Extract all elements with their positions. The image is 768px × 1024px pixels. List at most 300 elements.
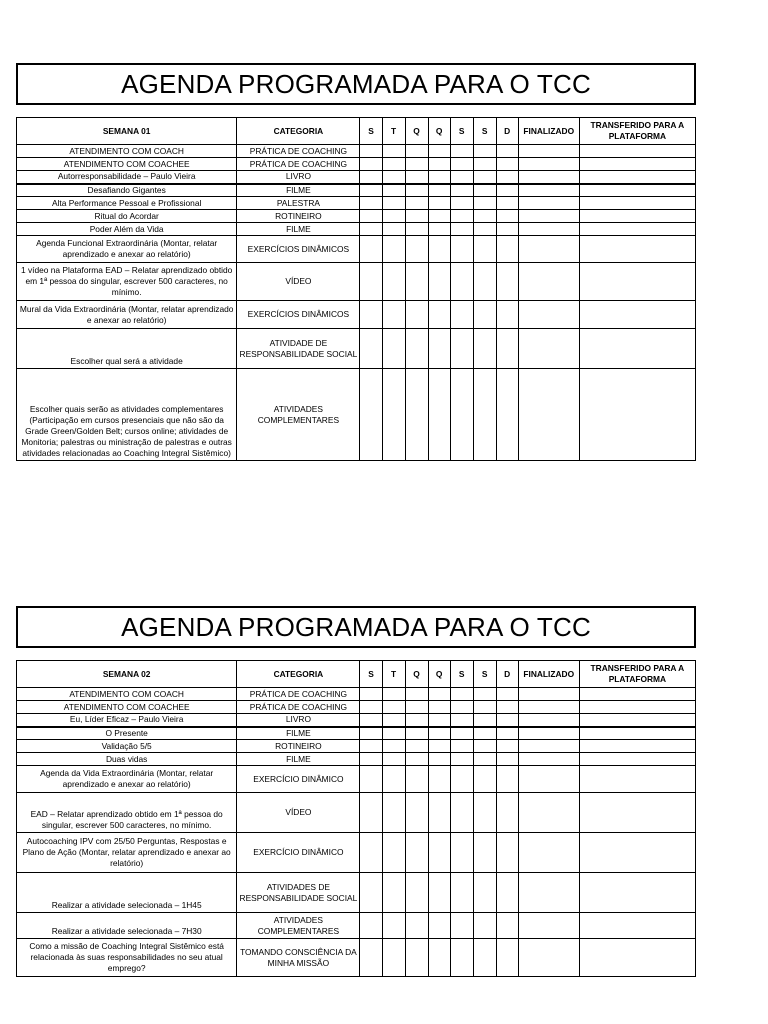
day-cell[interactable] — [428, 197, 450, 210]
day-cell[interactable] — [428, 369, 450, 461]
activity-cell: Autocoaching IPV com 25/50 Perguntas, Respostas e Plano de Ação (Montar, relatar aprendizado e anexar ao relatório) — [17, 833, 237, 873]
day-cell[interactable] — [428, 753, 450, 766]
day-cell[interactable] — [473, 740, 496, 753]
day-header: D — [496, 661, 518, 688]
day-cell[interactable] — [382, 913, 405, 939]
finalized-header: FINALIZADO — [518, 661, 579, 688]
category-cell: VÍDEO — [237, 793, 360, 833]
day-header: S — [450, 118, 473, 145]
day-cell[interactable] — [360, 145, 382, 158]
day-cell[interactable] — [382, 688, 405, 701]
category-cell: ATIVIDADES COMPLEMENTARES — [237, 913, 360, 939]
day-cell[interactable] — [428, 727, 450, 740]
finalized-cell[interactable] — [518, 369, 579, 461]
table-row — [17, 740, 696, 753]
day-cell[interactable] — [405, 753, 428, 766]
day-cell[interactable] — [360, 939, 382, 977]
activity-cell: Escolher quais serão as atividades complementares (Participação em cursos presenciais que não são da Grade Green/Golden Belt; cursos online; atividades de Monitoria; palestras ou ministração de palestras e outras atividades relacionadas ao Coaching Integral Sistêmico) — [17, 369, 237, 461]
day-cell[interactable] — [496, 329, 518, 369]
day-cell[interactable] — [360, 301, 382, 329]
activity-cell: Escolher qual será a atividade — [17, 329, 237, 369]
transferred-cell[interactable] — [579, 766, 695, 793]
day-cell[interactable] — [382, 210, 405, 223]
day-cell[interactable] — [496, 197, 518, 210]
day-cell[interactable] — [473, 223, 496, 236]
day-cell[interactable] — [450, 210, 473, 223]
category-cell: LIVRO — [237, 714, 360, 727]
activity-cell: 1 vídeo na Plataforma EAD – Relatar aprendizado obtido em 1ª pessoa do singular, escrever 500 caracteres, no mínimo. — [17, 263, 237, 301]
day-cell[interactable] — [450, 793, 473, 833]
day-cell[interactable] — [450, 688, 473, 701]
day-cell[interactable] — [428, 301, 450, 329]
day-cell[interactable] — [360, 873, 382, 913]
day-header: S — [473, 661, 496, 688]
day-cell[interactable] — [382, 727, 405, 740]
day-cell[interactable] — [428, 793, 450, 833]
day-cell[interactable] — [450, 753, 473, 766]
agenda-week-01 — [16, 63, 696, 463]
transferred-cell[interactable] — [579, 197, 695, 210]
day-cell[interactable] — [496, 236, 518, 263]
day-cell[interactable] — [428, 714, 450, 727]
table-row — [17, 145, 696, 158]
finalized-cell[interactable] — [518, 223, 579, 236]
day-header: S — [360, 118, 382, 145]
day-cell[interactable] — [496, 939, 518, 977]
finalized-cell[interactable] — [518, 873, 579, 913]
finalized-cell[interactable] — [518, 197, 579, 210]
transferred-header: TRANSFERIDO PARA A PLATAFORMA — [579, 661, 695, 688]
day-cell[interactable] — [405, 913, 428, 939]
day-cell[interactable] — [382, 171, 405, 184]
day-cell[interactable] — [382, 714, 405, 727]
day-cell[interactable] — [496, 158, 518, 171]
day-cell[interactable] — [450, 939, 473, 977]
table-row — [17, 688, 696, 701]
category-cell: ATIVIDADES DE RESPONSABILIDADE SOCIAL — [237, 873, 360, 913]
finalized-cell[interactable] — [518, 913, 579, 939]
day-cell[interactable] — [428, 329, 450, 369]
day-cell[interactable] — [450, 263, 473, 301]
day-cell[interactable] — [382, 833, 405, 873]
day-cell[interactable] — [450, 171, 473, 184]
day-cell[interactable] — [496, 873, 518, 913]
agenda-week-02 — [16, 606, 696, 986]
day-cell[interactable] — [360, 714, 382, 727]
transferred-cell[interactable] — [579, 688, 695, 701]
day-cell[interactable] — [450, 236, 473, 263]
week-header: SEMANA 02 — [17, 661, 237, 688]
transferred-cell[interactable] — [579, 753, 695, 766]
category-cell: PRÁTICA DE COACHING — [237, 158, 360, 171]
day-cell[interactable] — [473, 171, 496, 184]
day-header: Q — [428, 661, 450, 688]
day-cell[interactable] — [496, 727, 518, 740]
day-cell[interactable] — [450, 184, 473, 197]
day-cell[interactable] — [496, 753, 518, 766]
day-cell[interactable] — [382, 873, 405, 913]
day-cell[interactable] — [405, 158, 428, 171]
day-cell[interactable] — [360, 913, 382, 939]
table-row — [17, 197, 696, 210]
day-header: S — [473, 118, 496, 145]
transferred-cell[interactable] — [579, 301, 695, 329]
day-cell[interactable] — [382, 236, 405, 263]
activity-cell: Agenda Funcional Extraordinária (Montar, relatar aprendizado e anexar ao relatório) — [17, 236, 237, 263]
day-cell[interactable] — [496, 263, 518, 301]
activity-cell: Como a missão de Coaching Integral Sistêmico está relacionada às suas responsabilidades no seu atual emprego? — [17, 939, 237, 977]
day-cell[interactable] — [360, 184, 382, 197]
day-cell[interactable] — [496, 913, 518, 939]
day-cell[interactable] — [496, 171, 518, 184]
category-cell: VÍDEO — [237, 263, 360, 301]
day-cell[interactable] — [382, 263, 405, 301]
activity-cell: Poder Além da Vida — [17, 223, 237, 236]
day-cell[interactable] — [496, 210, 518, 223]
day-cell[interactable] — [360, 766, 382, 793]
activity-cell: ATENDIMENTO COM COACH — [17, 688, 237, 701]
transferred-cell[interactable] — [579, 210, 695, 223]
day-cell[interactable] — [360, 793, 382, 833]
day-cell[interactable] — [450, 833, 473, 873]
agenda-title: AGENDA PROGRAMADA PARA O TCC — [16, 63, 696, 105]
transferred-cell[interactable] — [579, 740, 695, 753]
day-cell[interactable] — [473, 329, 496, 369]
day-cell[interactable] — [450, 329, 473, 369]
day-cell[interactable] — [428, 263, 450, 301]
transferred-cell[interactable] — [579, 793, 695, 833]
day-cell[interactable] — [405, 688, 428, 701]
table-row — [17, 236, 696, 263]
day-header: T — [382, 661, 405, 688]
day-cell[interactable] — [360, 833, 382, 873]
finalized-cell[interactable] — [518, 833, 579, 873]
table-header-row — [17, 118, 696, 145]
finalized-cell[interactable] — [518, 145, 579, 158]
table-row — [17, 793, 696, 833]
finalized-cell[interactable] — [518, 158, 579, 171]
table-row — [17, 714, 696, 727]
day-cell[interactable] — [360, 223, 382, 236]
category-cell: ROTINEIRO — [237, 210, 360, 223]
day-cell[interactable] — [450, 740, 473, 753]
day-cell[interactable] — [405, 263, 428, 301]
finalized-cell[interactable] — [518, 329, 579, 369]
day-cell[interactable] — [473, 701, 496, 714]
day-cell[interactable] — [496, 223, 518, 236]
transferred-cell[interactable] — [579, 329, 695, 369]
day-header: D — [496, 118, 518, 145]
finalized-cell[interactable] — [518, 210, 579, 223]
finalized-cell[interactable] — [518, 753, 579, 766]
day-cell[interactable] — [450, 701, 473, 714]
day-cell[interactable] — [428, 145, 450, 158]
table-row — [17, 369, 696, 461]
finalized-cell[interactable] — [518, 714, 579, 727]
transferred-cell[interactable] — [579, 145, 695, 158]
day-cell[interactable] — [382, 197, 405, 210]
table-row — [17, 158, 696, 171]
day-cell[interactable] — [360, 369, 382, 461]
category-cell: ATIVIDADES COMPLEMENTARES — [237, 369, 360, 461]
table-row — [17, 171, 696, 184]
day-cell[interactable] — [382, 793, 405, 833]
day-cell[interactable] — [428, 171, 450, 184]
day-cell[interactable] — [382, 145, 405, 158]
day-cell[interactable] — [405, 701, 428, 714]
day-cell[interactable] — [496, 793, 518, 833]
day-cell[interactable] — [360, 329, 382, 369]
day-header: Q — [405, 118, 428, 145]
activity-cell: Desafiando Gigantes — [17, 184, 237, 197]
day-cell[interactable] — [428, 158, 450, 171]
day-cell[interactable] — [473, 753, 496, 766]
day-cell[interactable] — [496, 833, 518, 873]
day-cell[interactable] — [428, 210, 450, 223]
category-cell: LIVRO — [237, 171, 360, 184]
day-cell[interactable] — [382, 740, 405, 753]
day-cell[interactable] — [360, 263, 382, 301]
activity-cell: Alta Performance Pessoal e Profissional — [17, 197, 237, 210]
day-cell[interactable] — [473, 913, 496, 939]
day-cell[interactable] — [473, 236, 496, 263]
day-cell[interactable] — [428, 184, 450, 197]
day-cell[interactable] — [496, 184, 518, 197]
day-cell[interactable] — [473, 873, 496, 913]
transferred-cell[interactable] — [579, 701, 695, 714]
day-cell[interactable] — [405, 766, 428, 793]
day-cell[interactable] — [496, 714, 518, 727]
category-cell: FILME — [237, 753, 360, 766]
day-cell[interactable] — [473, 833, 496, 873]
day-cell[interactable] — [496, 145, 518, 158]
day-cell[interactable] — [473, 766, 496, 793]
finalized-cell[interactable] — [518, 301, 579, 329]
day-cell[interactable] — [473, 369, 496, 461]
table-row — [17, 766, 696, 793]
day-cell[interactable] — [382, 329, 405, 369]
day-cell[interactable] — [473, 145, 496, 158]
day-cell[interactable] — [405, 740, 428, 753]
activity-cell: ATENDIMENTO COM COACHEE — [17, 701, 237, 714]
day-cell[interactable] — [382, 301, 405, 329]
finalized-cell[interactable] — [518, 701, 579, 714]
day-cell[interactable] — [428, 701, 450, 714]
day-cell[interactable] — [428, 223, 450, 236]
day-cell[interactable] — [473, 301, 496, 329]
day-cell[interactable] — [405, 171, 428, 184]
day-cell[interactable] — [405, 197, 428, 210]
day-cell[interactable] — [382, 184, 405, 197]
category-cell: PRÁTICA DE COACHING — [237, 701, 360, 714]
day-cell[interactable] — [405, 184, 428, 197]
transferred-cell[interactable] — [579, 913, 695, 939]
transferred-cell[interactable] — [579, 158, 695, 171]
transferred-header: TRANSFERIDO PARA A PLATAFORMA — [579, 118, 695, 145]
table-row — [17, 263, 696, 301]
day-cell[interactable] — [428, 236, 450, 263]
day-cell[interactable] — [473, 158, 496, 171]
day-cell[interactable] — [360, 158, 382, 171]
table-row — [17, 913, 696, 939]
day-cell[interactable] — [450, 369, 473, 461]
finalized-cell[interactable] — [518, 236, 579, 263]
day-cell[interactable] — [405, 301, 428, 329]
day-cell[interactable] — [428, 766, 450, 793]
category-cell: PRÁTICA DE COACHING — [237, 688, 360, 701]
day-cell[interactable] — [405, 236, 428, 263]
day-cell[interactable] — [382, 766, 405, 793]
day-cell[interactable] — [450, 197, 473, 210]
transferred-cell[interactable] — [579, 369, 695, 461]
day-cell[interactable] — [405, 145, 428, 158]
day-cell[interactable] — [360, 197, 382, 210]
day-cell[interactable] — [450, 158, 473, 171]
day-cell[interactable] — [450, 714, 473, 727]
finalized-cell[interactable] — [518, 171, 579, 184]
activity-cell: Validação 5/5 — [17, 740, 237, 753]
day-cell[interactable] — [405, 714, 428, 727]
activity-cell: O Presente — [17, 727, 237, 740]
day-cell[interactable] — [473, 688, 496, 701]
day-cell[interactable] — [405, 939, 428, 977]
agenda-table — [16, 660, 696, 977]
table-row — [17, 873, 696, 913]
transferred-cell[interactable] — [579, 939, 695, 977]
finalized-cell[interactable] — [518, 766, 579, 793]
day-cell[interactable] — [382, 701, 405, 714]
day-cell[interactable] — [382, 158, 405, 171]
day-cell[interactable] — [360, 727, 382, 740]
day-cell[interactable] — [360, 210, 382, 223]
day-cell[interactable] — [360, 236, 382, 263]
activity-cell: Autorresponsabilidade – Paulo Vieira — [17, 171, 237, 184]
day-cell[interactable] — [450, 727, 473, 740]
day-cell[interactable] — [428, 939, 450, 977]
finalized-cell[interactable] — [518, 263, 579, 301]
transferred-cell[interactable] — [579, 236, 695, 263]
activity-cell: ATENDIMENTO COM COACH — [17, 145, 237, 158]
day-cell[interactable] — [473, 184, 496, 197]
transferred-cell[interactable] — [579, 263, 695, 301]
transferred-cell[interactable] — [579, 223, 695, 236]
day-cell[interactable] — [450, 873, 473, 913]
day-cell[interactable] — [428, 913, 450, 939]
day-cell[interactable] — [360, 753, 382, 766]
transferred-cell[interactable] — [579, 714, 695, 727]
category-cell: FILME — [237, 727, 360, 740]
finalized-cell[interactable] — [518, 740, 579, 753]
table-row — [17, 701, 696, 714]
day-cell[interactable] — [428, 873, 450, 913]
day-cell[interactable] — [405, 329, 428, 369]
day-header: Q — [405, 661, 428, 688]
day-cell[interactable] — [428, 833, 450, 873]
finalized-cell[interactable] — [518, 793, 579, 833]
table-row — [17, 753, 696, 766]
finalized-cell[interactable] — [518, 727, 579, 740]
transferred-cell[interactable] — [579, 171, 695, 184]
day-cell[interactable] — [382, 753, 405, 766]
transferred-cell[interactable] — [579, 873, 695, 913]
day-cell[interactable] — [405, 873, 428, 913]
day-cell[interactable] — [473, 197, 496, 210]
agenda-title: AGENDA PROGRAMADA PARA O TCC — [16, 606, 696, 648]
transferred-cell[interactable] — [579, 833, 695, 873]
day-cell[interactable] — [405, 210, 428, 223]
table-row — [17, 329, 696, 369]
table-row — [17, 833, 696, 873]
finalized-cell[interactable] — [518, 184, 579, 197]
day-cell[interactable] — [405, 793, 428, 833]
day-cell[interactable] — [496, 369, 518, 461]
day-cell[interactable] — [450, 223, 473, 236]
day-cell[interactable] — [496, 301, 518, 329]
day-cell[interactable] — [450, 301, 473, 329]
day-cell[interactable] — [428, 740, 450, 753]
category-cell: TOMANDO CONSCIÊNCIA DA MINHA MISSÃO — [237, 939, 360, 977]
transferred-cell[interactable] — [579, 184, 695, 197]
day-cell[interactable] — [473, 727, 496, 740]
category-cell: FILME — [237, 223, 360, 236]
finalized-cell[interactable] — [518, 688, 579, 701]
day-cell[interactable] — [382, 939, 405, 977]
day-cell[interactable] — [473, 939, 496, 977]
category-header: CATEGORIA — [237, 661, 360, 688]
day-header: S — [450, 661, 473, 688]
activity-cell: Agenda da Vida Extraordinária (Montar, relatar aprendizado e anexar ao relatório) — [17, 766, 237, 793]
day-cell[interactable] — [360, 740, 382, 753]
category-cell: EXERCÍCIO DINÂMICO — [237, 833, 360, 873]
activity-cell: Mural da Vida Extraordinária (Montar, relatar aprendizado e anexar ao relatório) — [17, 301, 237, 329]
day-cell[interactable] — [382, 223, 405, 236]
day-cell[interactable] — [473, 263, 496, 301]
day-cell[interactable] — [428, 688, 450, 701]
table-row — [17, 727, 696, 740]
table-row — [17, 184, 696, 197]
finalized-cell[interactable] — [518, 939, 579, 977]
day-cell[interactable] — [360, 701, 382, 714]
day-cell[interactable] — [450, 145, 473, 158]
transferred-cell[interactable] — [579, 727, 695, 740]
table-row — [17, 939, 696, 977]
day-cell[interactable] — [450, 766, 473, 793]
day-cell[interactable] — [405, 727, 428, 740]
day-cell[interactable] — [496, 766, 518, 793]
day-cell[interactable] — [496, 701, 518, 714]
day-cell[interactable] — [473, 210, 496, 223]
activity-cell: Ritual do Acordar — [17, 210, 237, 223]
day-cell[interactable] — [360, 171, 382, 184]
week-header: SEMANA 01 — [17, 118, 237, 145]
day-cell[interactable] — [496, 688, 518, 701]
day-cell[interactable] — [360, 688, 382, 701]
day-cell[interactable] — [450, 913, 473, 939]
day-cell[interactable] — [382, 369, 405, 461]
day-cell[interactable] — [473, 793, 496, 833]
table-row — [17, 223, 696, 236]
day-cell[interactable] — [405, 223, 428, 236]
day-header: S — [360, 661, 382, 688]
day-header: Q — [428, 118, 450, 145]
day-cell[interactable] — [473, 714, 496, 727]
day-cell[interactable] — [496, 740, 518, 753]
table-header-row — [17, 661, 696, 688]
day-cell[interactable] — [405, 369, 428, 461]
activity-cell: Realizar a atividade selecionada – 1H45 — [17, 873, 237, 913]
day-cell[interactable] — [405, 833, 428, 873]
category-cell: EXERCÍCIOS DINÂMICOS — [237, 301, 360, 329]
